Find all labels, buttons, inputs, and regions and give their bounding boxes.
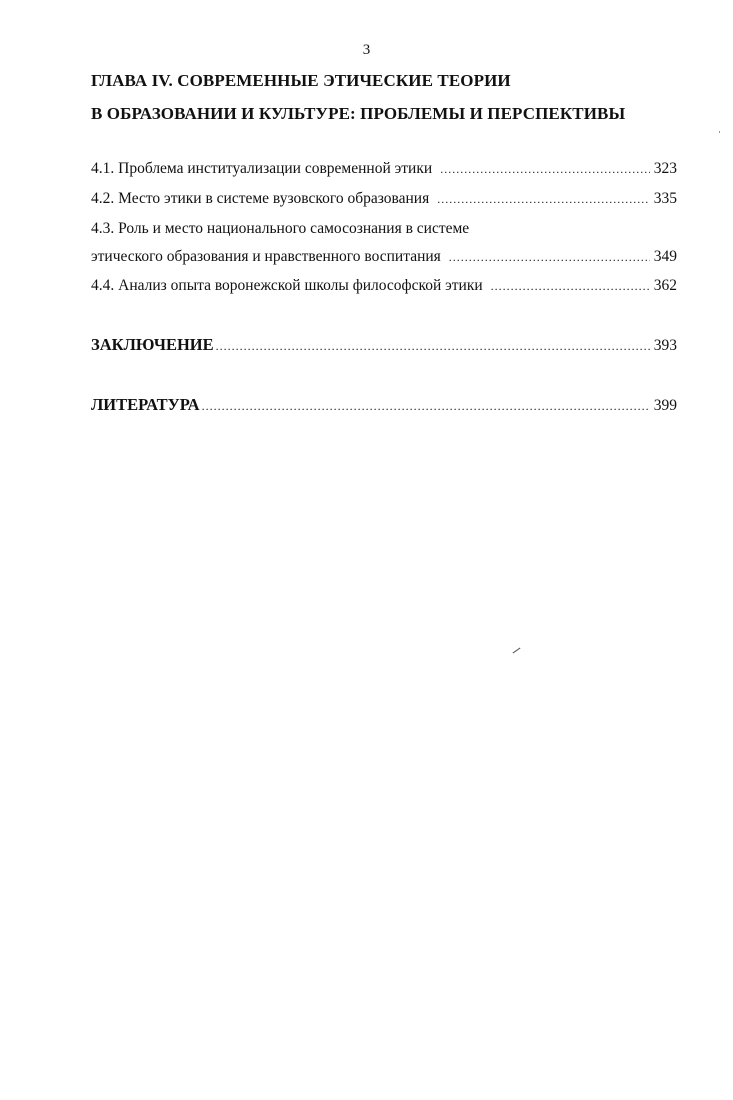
- toc-entry-label: этического образования и нравственного воспитания: [91, 248, 441, 265]
- toc-entry-page: 349: [653, 248, 677, 265]
- toc-entry-conclusion: [91, 333, 677, 357]
- toc-entry-4-1: [91, 157, 677, 181]
- scan-mark: [513, 648, 521, 654]
- toc-entry-label: 4.4. Анализ опыта воронежской школы философской этики: [91, 277, 483, 294]
- toc-entry-label: 4.2. Место этики в системе вузовского образования: [91, 190, 430, 207]
- leader-dots: [491, 274, 650, 298]
- scan-speck: [719, 131, 720, 133]
- leader-dots: [449, 245, 650, 269]
- toc-entry-page: 393: [653, 337, 677, 354]
- leader-dots: [202, 394, 650, 418]
- leader-dots: [216, 334, 650, 358]
- toc-entry-page: 323: [653, 160, 677, 177]
- toc-entry-4-4: [91, 274, 677, 298]
- toc-entry-label: 4.1. Проблема институализации современной этики: [91, 160, 433, 177]
- toc-entry-literature: [91, 393, 677, 417]
- toc-entry-4-3: [91, 245, 677, 269]
- chapter-title-line-2: В ОБРАЗОВАНИИ И КУЛЬТУРЕ: ПРОБЛЕМЫ И ПЕРСПЕКТИВЫ: [91, 104, 626, 123]
- page-number: 3: [362, 42, 371, 58]
- toc-entry-label: ЗАКЛЮЧЕНИЕ: [91, 335, 214, 354]
- chapter-title: [91, 64, 691, 130]
- toc-entry-label: ЛИТЕРАТУРА: [91, 395, 200, 414]
- leader-dots: [437, 187, 650, 211]
- chapter-title-line-1: ГЛАВА IV. СОВРЕМЕННЫЕ ЭТИЧЕСКИЕ ТЕОРИИ: [91, 71, 511, 90]
- toc-entry-page: 335: [653, 190, 677, 207]
- toc-entry-4-2: [91, 187, 677, 211]
- leader-dots: [440, 157, 650, 181]
- toc-entry-4-3-line-1: 4.3. Роль и место национального самосознания в системе: [91, 220, 470, 237]
- toc-entry-page: 399: [653, 397, 677, 414]
- toc-entry-page: 362: [653, 277, 677, 294]
